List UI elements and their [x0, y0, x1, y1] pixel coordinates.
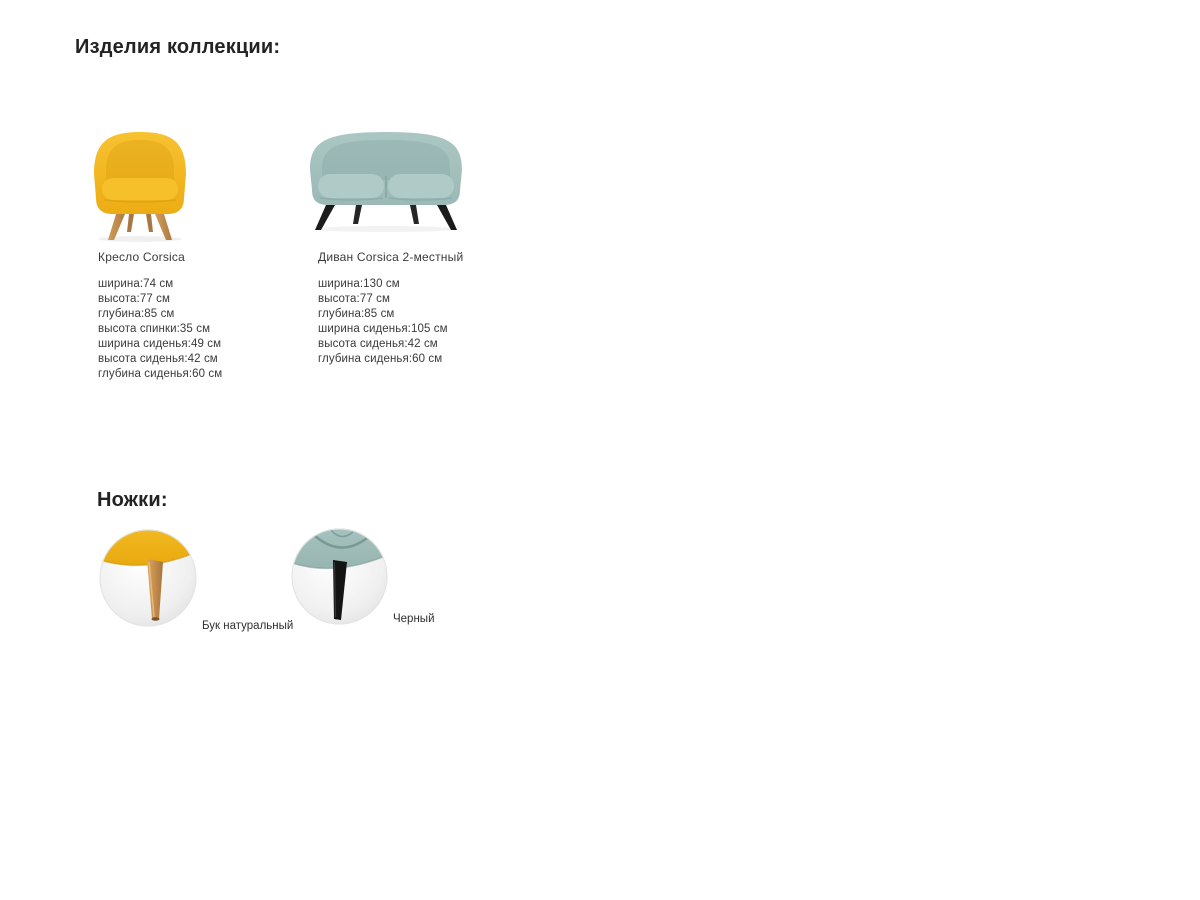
collection-heading: Изделия коллекции:	[75, 36, 281, 58]
armchair-illustration	[88, 122, 192, 242]
spec-line: глубина сиденья:60 см	[318, 353, 443, 365]
sofa-spec-list	[318, 277, 448, 367]
leg-swatch-beech	[99, 529, 197, 627]
product-photo-armchair[interactable]	[88, 122, 192, 242]
spec-line: ширина:74 см	[98, 278, 174, 290]
product-photo-sofa[interactable]	[306, 128, 466, 232]
leg-black-illustration	[291, 528, 388, 625]
spec-line: ширина сиденья:105 см	[318, 323, 448, 335]
armchair-spec-list	[98, 277, 222, 382]
leg-label-beech: Бук натуральный	[202, 620, 294, 632]
spec-line: глубина:85 см	[98, 308, 175, 320]
spec-line: высота:77 см	[318, 293, 390, 305]
spec-line: высота спинки:35 см	[98, 323, 211, 335]
spec-line: глубина сиденья:60 см	[98, 368, 223, 380]
spec-line: ширина:130 см	[318, 278, 400, 290]
product-title-armchair: Кресло Corsica	[98, 250, 185, 264]
spec-line: глубина:85 см	[318, 308, 395, 320]
sofa-illustration	[306, 128, 466, 232]
spec-line: ширина сиденья:49 см	[98, 338, 222, 350]
leg-beech-illustration	[99, 529, 197, 627]
spec-line: высота сиденья:42 см	[318, 338, 438, 350]
spec-line: высота:77 см	[98, 293, 170, 305]
product-title-sofa: Диван Corsica 2-местный	[318, 250, 464, 264]
leg-swatch-black	[291, 528, 388, 625]
spec-line: высота сиденья:42 см	[98, 353, 218, 365]
legs-heading: Ножки:	[97, 489, 168, 511]
leg-label-black: Черный	[393, 613, 435, 625]
